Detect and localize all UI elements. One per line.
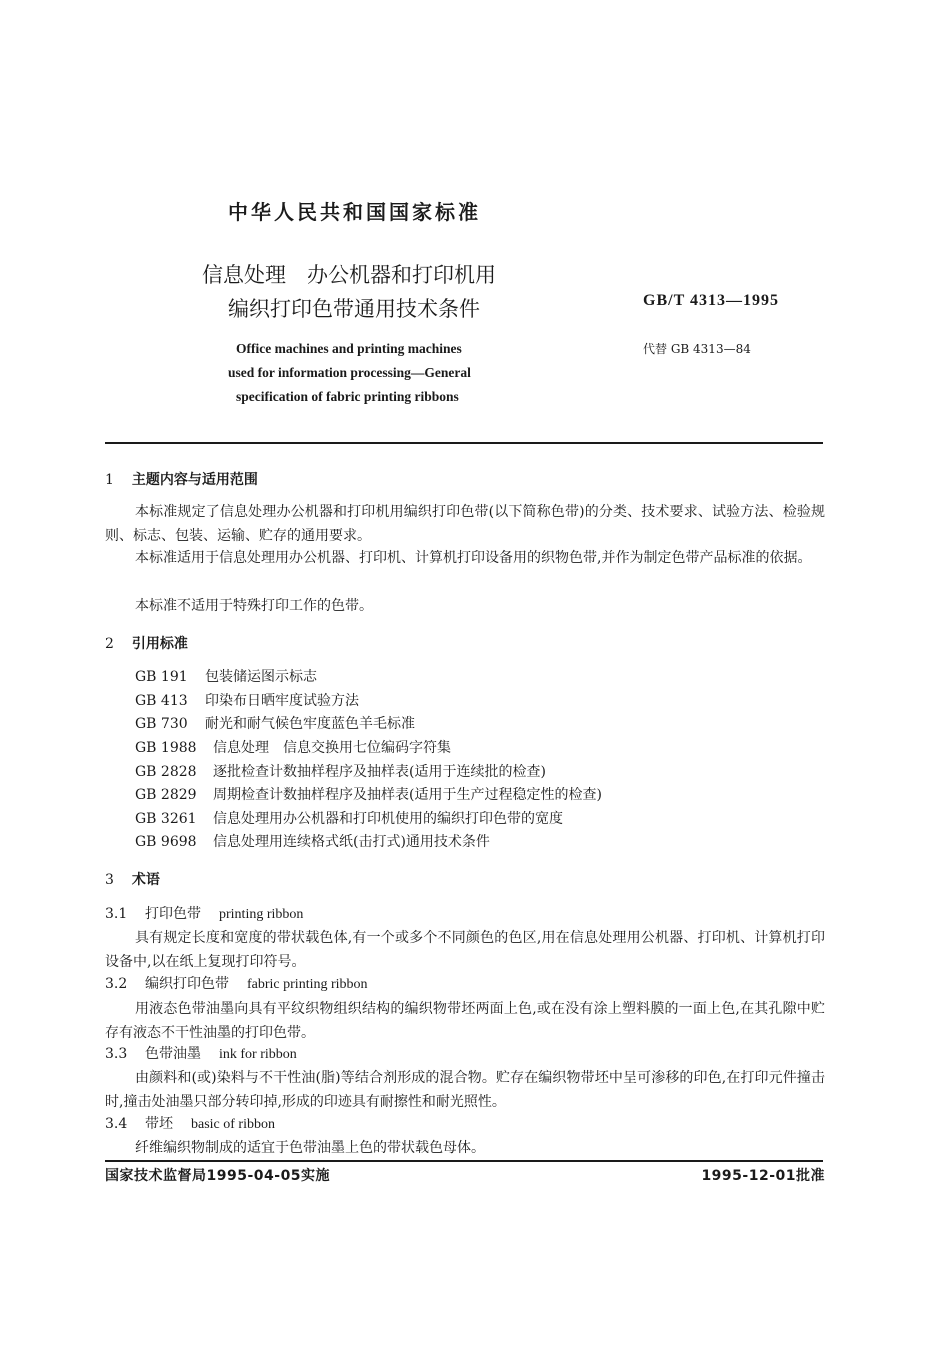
reference-name: 包装储运图示标志 xyxy=(205,669,317,685)
term-english: fabric printing ribbon xyxy=(247,977,368,992)
reference-code: GB 413 xyxy=(135,693,188,709)
section1-paragraph-applicability: 本标准适用于信息处理用办公机器、打印机、计算机打印设备用的织物色带,并作为制定色带产品标准的依据。 xyxy=(135,550,812,566)
agency-title: 中华人民共和国国家标准 xyxy=(228,200,481,224)
reference-name: 耐光和耐气候色牢度蓝色羊毛标准 xyxy=(205,716,415,732)
section1-heading xyxy=(105,469,258,492)
term-heading xyxy=(105,903,303,926)
term-chinese: 带坯 xyxy=(145,1116,173,1132)
reference-code: GB 1988 xyxy=(135,740,197,756)
reference-item xyxy=(135,761,546,784)
approval-date: 1995-12-01批准 xyxy=(701,1168,825,1184)
reference-item xyxy=(135,808,563,831)
reference-item xyxy=(135,831,490,854)
term-chinese: 打印色带 xyxy=(145,906,201,922)
section1-paragraph-scope: 本标准规定了信息处理办公机器和打印机用编织打印色带(以下简称色带)的分类、技术要求、试验方法、检验规则、标志、包装、运输、贮存的通用要求。 xyxy=(105,504,825,544)
term-english: ink for ribbon xyxy=(219,1047,297,1062)
term-english: printing ribbon xyxy=(219,907,304,922)
section2-heading xyxy=(105,633,188,656)
term-number: 3.2 xyxy=(105,976,128,992)
reference-item xyxy=(135,737,451,760)
reference-name: 印染布日晒牢度试验方法 xyxy=(205,693,359,709)
term-definition: 用液态色带油墨向具有平纹织物组织结构的编织物带坯两面上色,或在没有涂上塑料膜的一面上色,在其孔隙中贮存有液态不干性油墨的打印色带。 xyxy=(105,1001,825,1041)
header-divider xyxy=(105,442,823,444)
footer-divider xyxy=(105,1160,823,1162)
section2-number: 2 xyxy=(105,636,114,652)
term-definition: 具有规定长度和宽度的带状载色体,有一个或多个不同颜色的色区,用在信息处理用公机器、打印机、计算机打印设备中,以在纸上复现打印符号。 xyxy=(105,930,825,970)
reference-code: GB 2829 xyxy=(135,787,197,803)
term-heading xyxy=(105,973,368,996)
reference-item xyxy=(135,713,415,736)
reference-item xyxy=(135,690,359,713)
english-title-line3: specification of fabric printing ribbons xyxy=(236,389,459,404)
replaces-note: 代替 GB 4313—84 xyxy=(643,342,751,356)
reference-item xyxy=(135,784,602,807)
english-title-line1: Office machines and printing machines xyxy=(236,341,462,356)
term-heading xyxy=(105,1043,297,1066)
reference-code: GB 730 xyxy=(135,716,188,732)
implementation-date: 国家技术监督局1995-04-05实施 xyxy=(105,1168,331,1184)
section3-heading xyxy=(105,869,160,892)
reference-name: 信息处理用连续格式纸(击打式)通用技术条件 xyxy=(213,834,490,850)
reference-code: GB 2828 xyxy=(135,764,197,780)
section3-title: 术语 xyxy=(131,872,160,888)
reference-name: 信息处理 信息交换用七位编码字符集 xyxy=(213,740,451,756)
reference-code: GB 191 xyxy=(135,669,188,685)
section1-number: 1 xyxy=(105,472,114,488)
term-definition: 由颜料和(或)染料与不干性油(脂)等结合剂形成的混合物。贮存在编织物带坯中呈可渗移的印色,在打印元件撞击时,撞击处油墨只部分转印掉,形成的印迹具有耐擦性和耐光照性。 xyxy=(105,1070,825,1110)
term-definition: 纤维编织物制成的适宜于色带油墨上色的带状载色母体。 xyxy=(135,1140,485,1156)
reference-name: 周期检查计数抽样程序及抽样表(适用于生产过程稳定性的检查) xyxy=(213,787,602,803)
term-number: 3.4 xyxy=(105,1116,128,1132)
term-chinese: 编织打印色带 xyxy=(145,976,229,992)
reference-code: GB 3261 xyxy=(135,811,197,827)
term-english: basic of ribbon xyxy=(191,1117,275,1132)
term-number: 3.1 xyxy=(105,906,128,922)
term-heading xyxy=(105,1113,275,1136)
reference-name: 信息处理用办公机器和打印机使用的编织打印色带的宽度 xyxy=(213,811,563,827)
section3-number: 3 xyxy=(105,872,114,888)
reference-item xyxy=(135,666,317,689)
term-number: 3.3 xyxy=(105,1046,128,1062)
reference-name: 逐批检查计数抽样程序及抽样表(适用于连续批的检查) xyxy=(213,764,546,780)
english-title-line2: used for information processing—General xyxy=(228,365,471,380)
term-chinese: 色带油墨 xyxy=(145,1046,201,1062)
standard-number: GB/T 4313—1995 xyxy=(643,292,779,309)
section1-title: 主题内容与适用范围 xyxy=(131,472,258,488)
section2-title: 引用标准 xyxy=(131,636,188,652)
doc-title-line1: 信息处理 办公机器和打印机用 xyxy=(202,263,496,287)
doc-title-line2: 编织打印色带通用技术条件 xyxy=(228,297,480,321)
reference-code: GB 9698 xyxy=(135,834,197,850)
section1-paragraph-exclusion: 本标准不适用于特殊打印工作的色带。 xyxy=(135,598,373,614)
